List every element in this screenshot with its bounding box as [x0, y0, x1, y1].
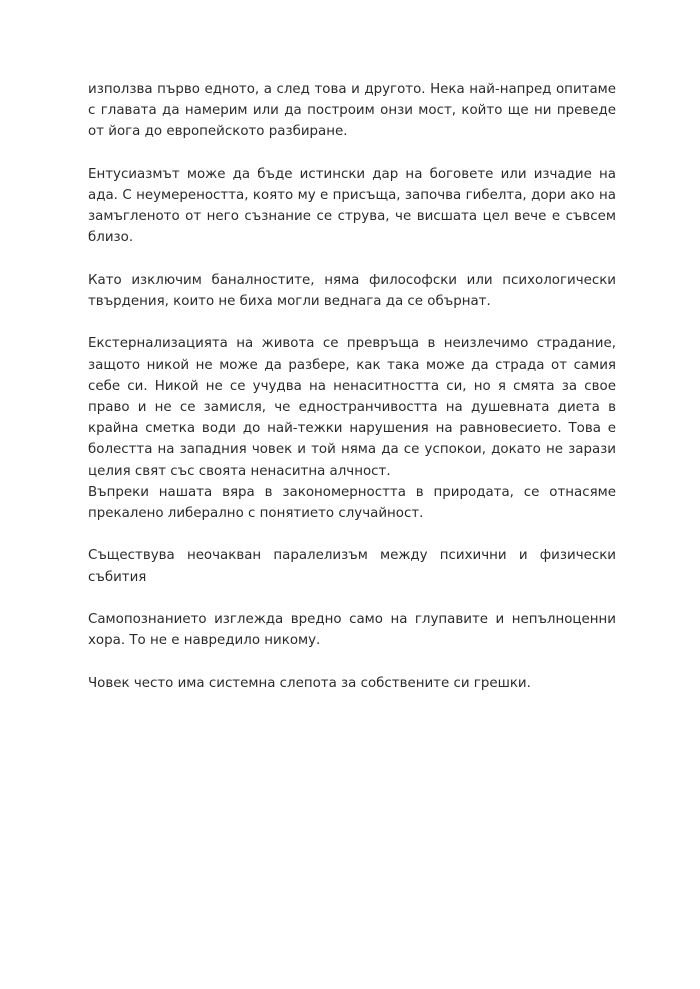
paragraph-6: Съществува неочакван паралелизъм между психични и физически събития [88, 548, 616, 585]
paragraph-3: Като изключим баналностите, няма философски или психологически твърдения, които не биха могли веднага да се обърнат. [88, 272, 616, 309]
paragraph-7: Самопознанието изглежда вредно само на глупавите и непълноценни хора. То не е навредило никому. [88, 612, 616, 649]
paragraph-8: Човек често има системна слепота за собствените си грешки. [88, 675, 531, 691]
paragraph-1: използва първо едното, а след това и другото. Нека най-напред опитаме с главата да намерим или да построим онзи мост, който ще ни преведе от йога до европейското разбиране. [88, 82, 616, 140]
paragraph-2: Ентусиазмът може да бъде истински дар на боговете или изчадие на ада. С неумереността, която му е присъща, започва гибелта, дори ако на замъгленото от него съзнание се струва, че висшата цел вече е съвсем близо. [88, 166, 616, 246]
paragraph-5: Въпреки нашата вяра в закономерността в природата, се отнасяме прекалено либерално с понятието случайност. [88, 484, 616, 522]
body-text [88, 79, 616, 715]
paragraph-4: Екстернализацията на живота се превръща в неизлечимо страдание, защото никой не може да разбере, как така може да страда от самия себе си. Никой не се учудва на ненаситността си, но я смята за свое право и не се замисля, че едностранчивостта на душевната диета в крайна сметка води до най-тежки нарушения на равновесието. Това е болестта на западния човек и той няма да се успокои, докато не зарази целия свят със своята ненаситна алчност. [88, 336, 616, 479]
